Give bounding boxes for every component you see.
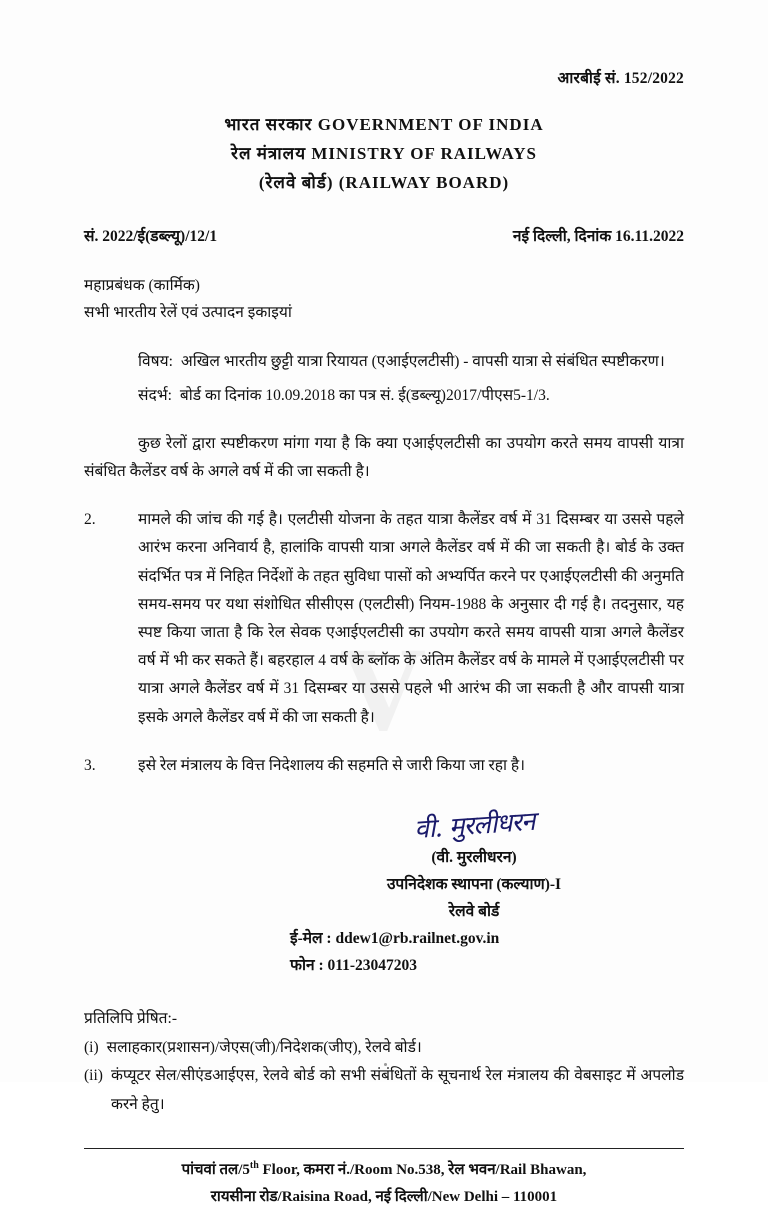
watermark: V: [339, 622, 429, 755]
footer-floor-text: पांचवां तल/5: [181, 1161, 250, 1178]
signature-block: [84, 806, 684, 980]
footer-divider: [84, 1148, 684, 1149]
copy-to-list: [84, 1034, 684, 1120]
footer-line-2: रायसीना रोड/Raisina Road, नई दिल्ली/New Delhi – 110001: [210, 1188, 558, 1205]
list-item-text: कंप्यूटर सेल/सीएंडआईएस, रेलवे बोर्ड को सभी संबंधितों के सूचनार्थ रेल मंत्रालय की वेबसाइट में अपलोड करने हेतु।: [110, 1067, 684, 1113]
subject-label: विषय:: [138, 352, 173, 370]
list-item-marker: (i): [84, 1038, 99, 1056]
file-number: सं. 2022/ई(डब्ल्यू)/12/1: [84, 227, 218, 245]
footer-address: [84, 1157, 684, 1211]
paragraph-3-number: 3.: [84, 756, 96, 774]
footer-room-text: Floor, कमरा नं./Room No.538, रेल भवन/Rail Bhawan,: [258, 1161, 587, 1178]
paragraph-2-text: मामले की जांच की गई है। एलटीसी योजना के तहत यात्रा कैलेंडर वर्ष में 31 दिसम्बर या उससे पहले आरंभ करना अनिवार्य है, हालांकि वापसी यात्रा अगले कैलेंडर वर्ष में की जा सकती है। बोर्ड के उक्त संदर्भित पत्र में निहित निर्देशों के तहत सुविधा पासों को अभ्यर्पित करने पर एआईएलटीसी की अनुमति समय-समय पर यथा संशोधित सीसीएस (एलटीसी) नियम-1988 के अनुसार दी गई है। तदनुसार, यह स्पष्ट किया जाता है कि रेल सेवक एआईएलटीसी का उपयोग करते समय वापसी यात्रा अगले कैलेंडर वर्ष में भी कर सकते हैं। बहरहाल 4 वर्ष के ब्लॉक के अंतिम कैलेंडर वर्ष के मामले में एआईएलटीसी पर यात्रा अगले कैलेंडर वर्ष में 31 दिसम्बर या उससे पहले भी आरंभ की जा सकती है और वापसी यात्रा इसके अगले कैलेंडर वर्ष में की जा सकती है।: [138, 511, 684, 726]
paragraph-2: [84, 506, 684, 732]
copy-to-heading: प्रतिलिपि प्रेषित:-: [84, 1009, 177, 1027]
signatory-designation-1: उपनिदेशक स्थापना (कल्याण)-I: [386, 876, 562, 894]
signatory-designation-2: रेलवे बोर्ड: [448, 903, 500, 921]
reference-line: [138, 382, 684, 410]
subject-block: [84, 348, 684, 410]
reference-text: बोर्ड का दिनांक 10.09.2018 का पत्र सं. ई(डब्ल्यू)2017/पीएस5-1/3.: [179, 386, 550, 404]
letterhead-line-ministry: रेल मंत्रालय MINISTRY OF RAILWAYS: [231, 144, 537, 164]
subject-line: [138, 348, 684, 376]
addressee-block: [84, 272, 684, 326]
signatory-name: (वी. मुरलीधरन): [431, 848, 517, 866]
reference-number: आरबीई सं. 152/2022: [557, 70, 684, 87]
place-and-date: नई दिल्ली, दिनांक 16.11.2022: [512, 227, 684, 245]
reference-label: संदर्भ:: [138, 386, 172, 404]
signatory-email: ई-मेल : ddew1@rb.railnet.gov.in: [290, 930, 500, 948]
footer-ordinal-suffix: th: [249, 1159, 259, 1171]
list-item-marker: (ii): [84, 1067, 103, 1085]
paragraph-1: कुछ रेलों द्वारा स्पष्टीकरण मांगा गया है कि क्या एआईएलटीसी का उपयोग करते समय वापसी यात्रा संबंधित कैलेंडर वर्ष के अगले वर्ष में की जा सकती है।: [84, 434, 684, 480]
document-meta: [84, 224, 684, 246]
paragraph-3: [84, 752, 684, 780]
addressee-line-1: महाप्रबंधक (कार्मिक): [84, 276, 200, 294]
list-item: [84, 1062, 684, 1119]
addressee-line-2: सभी भारतीय रेलें एवं उत्पादन इकाइयां: [84, 303, 292, 321]
list-item: [84, 1034, 684, 1063]
footer-line-1: [84, 1157, 684, 1184]
list-item-text: सलाहकार(प्रशासन)/जेएस(जी)/निदेशक(जीए), रेलवे बोर्ड।: [106, 1038, 422, 1056]
letterhead-line-government: भारत सरकार GOVERNMENT OF INDIA: [224, 115, 544, 134]
subject-text: अखिल भारतीय छुट्टी यात्रा रियायत (एआईएलटीसी) - वापसी यात्रा से संबंधित स्पष्टीकरण।: [180, 352, 665, 370]
letterhead: [84, 110, 684, 198]
signatory-phone: फोन : 011-23047203: [290, 957, 418, 975]
letterhead-line-board: (रेलवे बोर्ड) (RAILWAY BOARD): [258, 173, 510, 193]
paragraph-2-number: 2.: [84, 511, 96, 529]
paragraph-3-text: इसे रेल मंत्रालय के वित्त निदेशालय की सहमति से जारी किया जा रहा है।: [138, 756, 526, 774]
handwritten-signature: वी. मुरलीधरन: [413, 806, 536, 846]
